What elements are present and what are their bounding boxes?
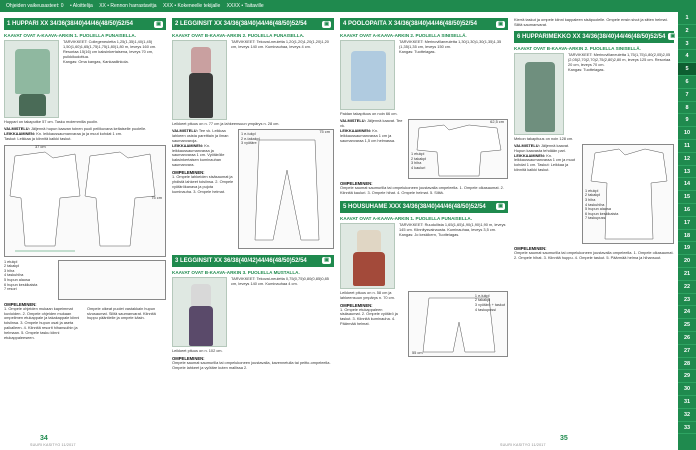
- page-tab-1[interactable]: 1: [678, 12, 696, 25]
- pattern-subtitle: KAAVAT OVAT A-KAAVA-ARKIN 1. PUOLELLA PUNAISELLA.: [4, 33, 137, 38]
- page-tab-21[interactable]: 21: [678, 268, 696, 281]
- kit-icon: ▣: [498, 203, 503, 210]
- page-tab-30[interactable]: 30: [678, 383, 696, 396]
- model-photo: [340, 40, 395, 110]
- page-tab-6[interactable]: 6: [678, 76, 696, 89]
- cutting-text: Kn. leikkaussaumanvaraa 1 cm ja muut kohdat 1 cm. Taskut: Leikkaa ja kiinnitä kaikki taskut.: [514, 152, 575, 173]
- page-tab-25[interactable]: 25: [678, 319, 696, 332]
- cutting-heading: LEIKKAAMINEN:: [172, 142, 204, 148]
- prep-text: Tee vk. Leikkaa lahkeen osista pareittain ja ilman saumanvaroja.: [172, 127, 229, 143]
- technical-drawing: [238, 129, 334, 249]
- model-photo: [172, 277, 227, 347]
- pattern-banner: [4, 18, 166, 30]
- fabric-text: Kangas: Tuotteiagas.: [399, 48, 436, 54]
- page-number: 35: [560, 435, 568, 442]
- prep-heading: VALMISTELU:: [340, 117, 366, 123]
- sewing-text: Ompele saumat saumurilla tai ompelukoneen joustavalla, kavennetulla tai peitto-ompeleella. Ompele lahkeet ja vyötäre kuten mallissa 2.: [172, 359, 331, 370]
- sewing-heading: OMPELEMINEN:: [172, 355, 205, 361]
- legend-item: 5 hupun alaosa: [4, 278, 30, 282]
- length-caption: Leikkeet pituus on n. 58 cm ja lahkeensuun ympärys n. 70 cm.: [340, 289, 395, 300]
- page-footer: SUURI KASITYO 11/2017: [500, 443, 546, 447]
- cutting-heading: LEIKKAAMINEN:: [514, 152, 546, 158]
- pieces-legend: [241, 132, 260, 146]
- prep-text: Jäljennä kaavat. Hupun kaavasta tehdään pari.: [514, 142, 570, 153]
- legend-item: 3 hiha: [585, 197, 596, 202]
- page-tab-10[interactable]: 10: [678, 127, 696, 140]
- pattern-title: 6 HUPPARIMEKKO XX 34/36(38/40)44/46(48/50)52/54: [517, 33, 666, 40]
- page-number: 34: [40, 435, 48, 442]
- fabric-text: Kangas: Tuotteiagas.: [568, 66, 605, 72]
- technical-drawing: [408, 119, 508, 179]
- legend-item: 3 hiha: [411, 161, 422, 166]
- legend-item: 1 e-tukpl: [241, 131, 256, 136]
- legend-item: 1 etukpl: [4, 259, 18, 264]
- materials-text: TARVIKKEET: Merinovillaneuletta 1,30(1,30)1,30(1,35)1,35 (1,35)1,35 cm, leveys 150 cm.: [399, 39, 502, 49]
- page-tab-16[interactable]: 16: [678, 204, 696, 217]
- page-tab-18[interactable]: 18: [678, 230, 696, 243]
- column-leggings: [172, 18, 334, 430]
- page-tab-14[interactable]: 14: [678, 178, 696, 191]
- legend-item: 1 etukpl: [411, 151, 425, 156]
- length-caption: Mekon takapituus on noin 128 cm.: [514, 135, 574, 141]
- sewing-text: Ompele saumat saumurilla tai ompelukoneen joustavalla ompeleella. 1. Ompele olkasaumat. 2. Kiinnitä kauluri. 3. Ompele hihat. 4. Ompele helmat. 5. Silitä.: [340, 184, 504, 195]
- page-tab-5[interactable]: 5: [678, 63, 696, 76]
- page-tab-29[interactable]: 29: [678, 370, 696, 383]
- legend-item: 1 e-tukpl: [474, 293, 490, 298]
- page-tab-12[interactable]: 12: [678, 153, 696, 166]
- page-tab-15[interactable]: 15: [678, 191, 696, 204]
- page-tab-32[interactable]: 32: [678, 409, 696, 422]
- pieces-legend: [411, 152, 426, 170]
- sewing-heading: OMPELEMINEN:: [172, 170, 205, 176]
- column-poolopaita: [340, 18, 508, 430]
- model-photo: [514, 53, 564, 135]
- dimension-label: 37 cm: [35, 143, 46, 149]
- pattern-title: 4 POOLOPAITA X 34/36(38/40)44/46(48/50)52/54: [343, 21, 477, 27]
- pattern-subtitle: KAAVAT OVAT A-KAAVA-ARKIN 2. PUOLELLA SINISELLÄ.: [340, 33, 467, 38]
- legend-item: 6 hupun keskikaista: [4, 282, 38, 287]
- page-tab-28[interactable]: 28: [678, 358, 696, 371]
- legend-item: 5 hupun alaosa: [585, 207, 611, 212]
- dimension-label: 62,5 cm: [490, 118, 504, 124]
- nav-item: • Aloittelija: [69, 3, 93, 9]
- page-tab-9[interactable]: 9: [678, 114, 696, 127]
- legend-item: 3 vyötärö + taskut: [474, 302, 505, 307]
- legend-item: 4 taskupussi: [474, 307, 497, 312]
- pieces-legend: [585, 189, 618, 221]
- page-tab-20[interactable]: 20: [678, 255, 696, 268]
- intro-text: Kierrä taskut ja ompele kiinni kappaleen sisäpuolelle. Ompele ensin sivut ja sitten helmat. Silitä saumanvarat.: [514, 17, 668, 27]
- pattern-banner: [172, 18, 334, 30]
- kit-icon: ▣: [670, 33, 676, 40]
- sewing-heading: OMPELEMINEN:: [340, 302, 373, 308]
- technical-drawing: [582, 144, 674, 244]
- kit-icon: ▣: [156, 20, 161, 27]
- sewing-heading: OMPELEMINEN:: [4, 301, 37, 307]
- pieces-legend: [4, 260, 54, 300]
- pattern-title: 5 HOUSUHAME XXX 34/36(38/40)44/46(48/50)52/54: [343, 203, 486, 210]
- nav-item: Ohjeiden vaikeusasteet: 0: [6, 3, 64, 9]
- pattern-banner: [172, 255, 334, 267]
- nav-item: XX • Rennon harrastavitja: [99, 3, 157, 9]
- legend-item: 6 hupun keskikaista: [585, 211, 619, 216]
- page-tab-22[interactable]: 22: [678, 281, 696, 294]
- pattern-title: 3 LEGGINSIT XX 36/38(40/42)44/46(48/50)52/54: [175, 257, 307, 264]
- cutting-text: Kn. leikkaussaumanvaraa ja saumanvaraa 1 cm. Vyötärölle kaksinkertaisen kuminauhan saumanvara.: [172, 142, 225, 168]
- pattern-banner: [514, 31, 674, 43]
- page-tab-4[interactable]: 4: [678, 50, 696, 63]
- legend-item: 2 takakpl: [411, 156, 427, 161]
- length-caption: Leikkeet pituus on n. 77 cm ja lahkeensuun ympärys n. 28 cm.: [172, 121, 280, 126]
- nav-item: XXX • Kokeneelle tekijalle: [162, 3, 221, 9]
- legend-item: 4 taskuhiha: [4, 273, 24, 278]
- legend-item: 7 resori: [4, 287, 17, 292]
- pattern-title: 1 HUPPARI XX 34/36(38/40)44/46(48/50)52/54: [7, 21, 133, 27]
- page-tab-27[interactable]: 27: [678, 345, 696, 358]
- pattern-subtitle: KAAVAT OVAT B-KAAVA-ARKIN 2. PUOLELLA SINISELLÄ.: [514, 45, 641, 51]
- model-photo: [172, 40, 227, 120]
- dimension-label: 55 cm: [412, 349, 423, 355]
- page-tab-8[interactable]: 8: [678, 102, 696, 115]
- prep-heading: VALMISTELU:: [514, 142, 540, 148]
- kit-icon: ▣: [324, 257, 329, 264]
- pattern-subtitle: KAAVAT OVAT A-KAAVA-ARKIN 1. PUOLELLA PUNAISELLA.: [340, 215, 473, 221]
- materials-text: TARVIKKEET: Merinovillaneuletta 1,75(1,75)1,80(2,05)2,05 (2,05)2,70(2,70)2,75(2,80)2,80 m, leveys 125 cm. Resoriaa 20 cm, leveys 70 cm.: [568, 51, 671, 67]
- top-navigation-bar: [0, 0, 696, 12]
- materials-text: TARVIKKEET: Collegeneuletta 1,25(1,35)1,40(1,45) 1,50(1,60)1,65(1,75)1,75(1,80)1,80 m, leveys 160 cm. Resoriaa 15(16) cm kaksinkertaisena, leveys 70 cm, puikkikudottua.: [63, 39, 157, 59]
- page-tab-3[interactable]: 3: [678, 38, 696, 51]
- sewing-text: 1. Ompele ohjeiden mukaan kapeimmat kuvioiden. 2. Ompele ohjeiden mukaan ompelimen etukappale ja takakappale kiinni toisiinsa. 3. Ompele hupun osat ja aseta paikalleen. 4. Kiinnitä resorit hihansuihin ja helmaan. 5. Ompele tasku kiinni etukappaleeseen.: [4, 305, 80, 341]
- nav-item: XXXX • Taitaville: [226, 3, 264, 9]
- page-index-tabs: [678, 12, 696, 450]
- cutting-text: Kn. leikkaussaumanvaraa ja ja muut kohdat 1 cm.: [36, 130, 123, 136]
- prep-heading: VALMISTELU:: [172, 127, 198, 133]
- model-photo: [4, 40, 59, 118]
- fabric-text: Kangas: Jo keskikern, Tuotteiagas.: [399, 231, 460, 237]
- page-tab-2[interactable]: 2: [678, 25, 696, 38]
- page-footer: SUURI KASITYO 11/2017: [30, 443, 76, 447]
- page-tab-23[interactable]: 23: [678, 294, 696, 307]
- cutting-heading: LEIKKAAMINEN:: [340, 127, 372, 133]
- fabric-text: Kangas: Oma kangas, Kankaaliinkola.: [63, 58, 129, 64]
- prep-heading: VALMISTELU:: [4, 125, 30, 131]
- length-caption: Huppari on takaputke 57 cm. Tasku molemmilla puolin.: [4, 119, 99, 124]
- sewing-text-2: Ompele oikeat puolet vastakkain hupun sivusaumat. Silitä saumanvarat. Kiinnitä huppu pääntielle ja ompele käsin.: [87, 305, 156, 321]
- legend-item: 1 etukpl: [585, 188, 599, 193]
- materials-text: TARVIKKEET: Tekovai-neuletta 0,75(0,75)0,80(0,85)0,85 cm, leveys 140 cm. Kuminauhaa 4 cm.: [231, 275, 329, 286]
- pattern-banner: [340, 18, 508, 30]
- page-tab-26[interactable]: 26: [678, 332, 696, 345]
- page-tab-13[interactable]: 13: [678, 166, 696, 179]
- legend-item: 4 taskuhiha: [585, 202, 605, 207]
- pattern-banner: [340, 201, 508, 213]
- page-tab-7[interactable]: 7: [678, 89, 696, 102]
- column-hupparimekko: [514, 18, 674, 430]
- pattern-title: 2 LEGGINSIT XX 34/36(38/40)44/46(48/50)52/54: [175, 21, 307, 27]
- legend-item: 3 hiha: [4, 268, 15, 273]
- model-photo: [340, 223, 395, 289]
- technical-drawing: [4, 145, 166, 257]
- sewing-text: 1. Ompele lahkeiden sisäsaumat ja yhdistä lahkeet toisiinsa. 2. Ompele vyötärökanava ja pujota kuminauha. 3. Ompele helmat.: [172, 174, 234, 194]
- legend-item: 7 taskupussi: [585, 216, 607, 221]
- length-caption: Leikkeet pituus on n. 102 cm.: [172, 347, 223, 353]
- kit-icon: ▣: [324, 20, 329, 27]
- sewing-text: Ompele saumat saumurilla tai ompelukoneen joustavalla ompeleella. 1. Ompele olkasaumat. 2. Ompele hihat. 3. Kiinnitä huppu. 4. Ompele taskut. 5. Päärmää helma ja hihansuut.: [514, 249, 674, 260]
- pattern-subtitle: KAAVAT OVAT B-KAAVA-ARKIN 2. PUOLELLA PUNAISELLA.: [172, 33, 305, 38]
- page-tab-33[interactable]: 33: [678, 422, 696, 435]
- prep-text: Jäljennä kaavat. Tee vk.: [340, 117, 403, 128]
- sewing-text: 1. Ompele etukappaleen sisäsaumat. 2. Ompele vyötärö ja taskut. 3. Kiinnitä kuminauha. 4. Päärmää helmat.: [340, 306, 398, 327]
- legend-item: 2 e-takakpl: [241, 136, 260, 141]
- layout-diagram: [58, 260, 166, 300]
- cutting-heading: LEIKKAAMINEN:: [4, 130, 36, 136]
- legend-item: 3 vyötäre: [241, 141, 257, 146]
- pattern-subtitle: KAAVAT OVAT B-KAAVA-ARKIN 3. PUOLELLA MUSTALLA.: [172, 269, 300, 275]
- column-huppari: [4, 18, 166, 430]
- legend-item: 2 takakpl: [474, 298, 491, 303]
- legend-item: 4 kauluri: [411, 165, 426, 170]
- page-tab-31[interactable]: 31: [678, 396, 696, 409]
- materials-text: TARVIKKEET: Tekovai-neuletta 1,20(1,20)1,20(1,20)1,20 cm, leveys 140 cm. Kuminauhaa, leveys 4 cm.: [231, 39, 329, 49]
- pocket-text: Taskut: Leikkaa ja kiinnitä kaikki taskut.: [4, 135, 72, 141]
- kit-icon: ▣: [498, 20, 503, 27]
- page-tab-19[interactable]: 19: [678, 242, 696, 255]
- sewing-heading: OMPELEMINEN:: [340, 180, 373, 186]
- cutting-text: Kn. leikkaussaumanvaraa 1 cm ja saumanvaraa 1,5 cm helmassa.: [340, 127, 396, 143]
- prep-text: Jäljennä hupun kaavan toinen puoli peilikuvana keltaiselle puolelle.: [30, 125, 147, 131]
- page-tab-11[interactable]: 11: [678, 140, 696, 153]
- dimension-label: 75 cm: [151, 194, 162, 200]
- materials-text: TARVIKKEET: Ruudullista 1,65(1,65)1,90(1,90)1,90 m, leveys 145 cm. Kiinnitysvainausta. Kuminauhaa, leveys 3,5 cm.: [399, 221, 506, 232]
- technical-drawing: [408, 291, 508, 357]
- legend-item: 2 takakpl: [4, 264, 20, 269]
- page-tab-24[interactable]: 24: [678, 306, 696, 319]
- sewing-heading: OMPELEMINEN:: [514, 245, 547, 251]
- legend-item: 2 takakpl: [585, 193, 601, 198]
- page-tab-17[interactable]: 17: [678, 217, 696, 230]
- dimension-label: 75 cm: [319, 128, 330, 134]
- pieces-legend: [475, 294, 505, 312]
- length-caption: Paidan takapituus on noin 66 cm.: [340, 111, 398, 116]
